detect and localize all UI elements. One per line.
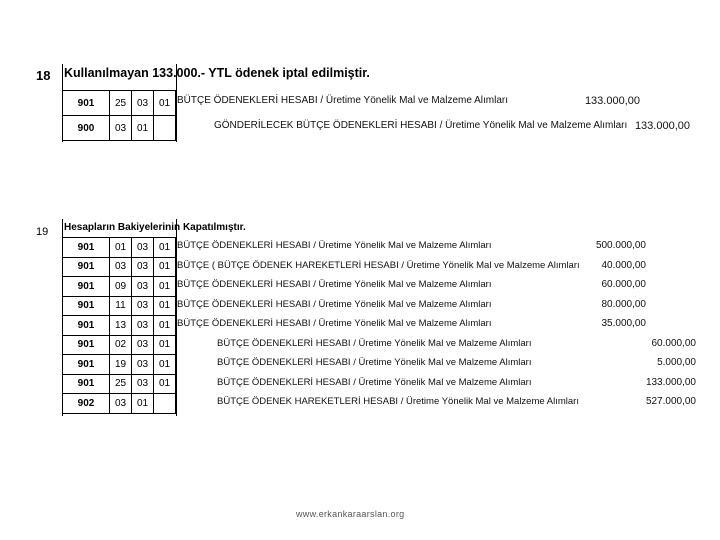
account-description: BÜTÇE ÖDENEKLERİ HESABI / Üretime Yönelik Mal ve Malzeme Alımları xyxy=(177,240,492,251)
sub-code-cell: 01 xyxy=(154,316,176,336)
entry-19-title: Hesapların Bakiyelerinin Kapatılmıştır. xyxy=(64,222,246,233)
sub-code-cell: 03 xyxy=(110,394,132,414)
account-description: BÜTÇE ÖDENEKLERİ HESABI / Üretime Yönelik Mal ve Malzeme Alımları xyxy=(177,298,492,310)
table-row xyxy=(63,91,176,116)
credit-amount: 133.000,00 xyxy=(634,120,690,132)
debit-amount: 35.000,00 xyxy=(601,318,646,329)
entry-18-code-table xyxy=(62,90,176,141)
debit-amount: 40.000,00 xyxy=(601,259,646,271)
sub-code-cell: 03 xyxy=(132,238,154,258)
sub-code-cell: 03 xyxy=(132,296,154,316)
sub-code-cell: 25 xyxy=(110,374,132,394)
account-code-cell: 901 xyxy=(63,335,110,355)
sub-code-cell: 01 xyxy=(110,238,132,258)
account-description: BÜTÇE ÖDENEKLERİ HESABI / Üretime Yönelik Mal ve Malzeme Alımları xyxy=(217,337,532,349)
sub-code-cell: 19 xyxy=(110,355,132,375)
table-row xyxy=(63,116,176,141)
debit-amount: 133.000,00 xyxy=(584,95,640,107)
account-description: BÜTÇE ÖDENEKLERİ HESABI / Üretime Yönelik Mal ve Malzeme Alımları xyxy=(177,279,492,290)
sub-code-cell: 01 xyxy=(154,277,176,297)
account-code-cell: 900 xyxy=(63,116,110,141)
account-code-cell: 902 xyxy=(63,394,110,414)
debit-amount: 60.000,00 xyxy=(601,279,646,290)
sub-code-cell: 02 xyxy=(110,335,132,355)
table-row xyxy=(63,257,176,277)
sub-code-cell: 01 xyxy=(154,296,176,316)
sub-code-cell: 13 xyxy=(110,316,132,336)
account-description: BÜTÇE ÖDENEK HAREKETLERİ HESABI / Üretime Yönelik Mal ve Malzeme Alımları xyxy=(217,396,579,407)
sub-code-cell: 03 xyxy=(132,257,154,277)
account-code-cell: 901 xyxy=(63,374,110,394)
credit-amount: 5.000,00 xyxy=(657,357,696,368)
table-row xyxy=(63,277,176,297)
sub-code-cell xyxy=(154,394,176,414)
table-row xyxy=(63,355,176,375)
table-row xyxy=(63,335,176,355)
sub-code-cell: 01 xyxy=(154,374,176,394)
sub-code-cell: 01 xyxy=(132,394,154,414)
footer-url: www.erkankaraarslan.org xyxy=(296,509,405,519)
entry-18-number: 18 xyxy=(36,68,51,83)
sub-code-cell: 03 xyxy=(132,316,154,336)
table-row xyxy=(63,238,176,258)
sub-code-cell: 09 xyxy=(110,277,132,297)
account-code-cell: 901 xyxy=(63,316,110,336)
table-row xyxy=(63,296,176,316)
credit-amount: 133.000,00 xyxy=(645,376,696,388)
table-row xyxy=(63,374,176,394)
debit-amount: 80.000,00 xyxy=(601,298,646,310)
sub-code-cell: 01 xyxy=(154,355,176,375)
sub-code-cell: 25 xyxy=(110,91,132,116)
credit-amount: 527.000,00 xyxy=(645,396,696,407)
sub-code-cell: 03 xyxy=(132,335,154,355)
account-description: BÜTÇE ( BÜTÇE ÖDENEK HAREKETLERİ HESABI / Üretime Yönelik Mal ve Malzeme Alımları xyxy=(177,259,580,271)
sub-code-cell: 11 xyxy=(110,296,132,316)
entry-18-title: Kullanılmayan 133.000.- YTL ödenek iptal edilmiştir. xyxy=(64,66,370,80)
table-row xyxy=(63,394,176,414)
account-code-cell: 901 xyxy=(63,355,110,375)
account-description: BÜTÇE ÖDENEKLERİ HESABI / Üretime Yönelik Mal ve Malzeme Alımları xyxy=(217,376,532,388)
sub-code-cell: 03 xyxy=(110,257,132,277)
sub-code-cell: 01 xyxy=(154,257,176,277)
account-description: BÜTÇE ÖDENEKLERİ HESABI / Üretime Yönelik Mal ve Malzeme Alımları xyxy=(177,95,509,106)
account-code-cell: 901 xyxy=(63,238,110,258)
entry-19-number: 19 xyxy=(36,226,49,238)
sub-code-cell: 01 xyxy=(154,238,176,258)
sub-code-cell: 03 xyxy=(132,355,154,375)
sub-code-cell: 03 xyxy=(132,277,154,297)
sub-code-cell: 03 xyxy=(110,116,132,141)
account-code-cell: 901 xyxy=(63,296,110,316)
account-description: BÜTÇE ÖDENEKLERİ HESABI / Üretime Yönelik Mal ve Malzeme Alımları xyxy=(177,318,492,329)
sub-code-cell: 03 xyxy=(132,91,154,116)
table-row xyxy=(63,316,176,336)
sub-code-cell: 01 xyxy=(154,91,176,116)
account-description: GÖNDERİLECEK BÜTÇE ÖDENEKLERİ HESABI / Üretime Yönelik Mal ve Malzeme Alımları xyxy=(214,120,628,131)
account-description: BÜTÇE ÖDENEKLERİ HESABI / Üretime Yönelik Mal ve Malzeme Alımları xyxy=(217,357,532,368)
credit-amount: 60.000,00 xyxy=(651,337,696,349)
sub-code-cell: 03 xyxy=(132,374,154,394)
sub-code-cell: 01 xyxy=(132,116,154,141)
entry-19-code-table xyxy=(62,237,176,414)
debit-amount: 500.000,00 xyxy=(595,240,646,251)
account-code-cell: 901 xyxy=(63,91,110,116)
sub-code-cell: 01 xyxy=(154,335,176,355)
account-code-cell: 901 xyxy=(63,257,110,277)
account-code-cell: 901 xyxy=(63,277,110,297)
sub-code-cell xyxy=(154,116,176,141)
